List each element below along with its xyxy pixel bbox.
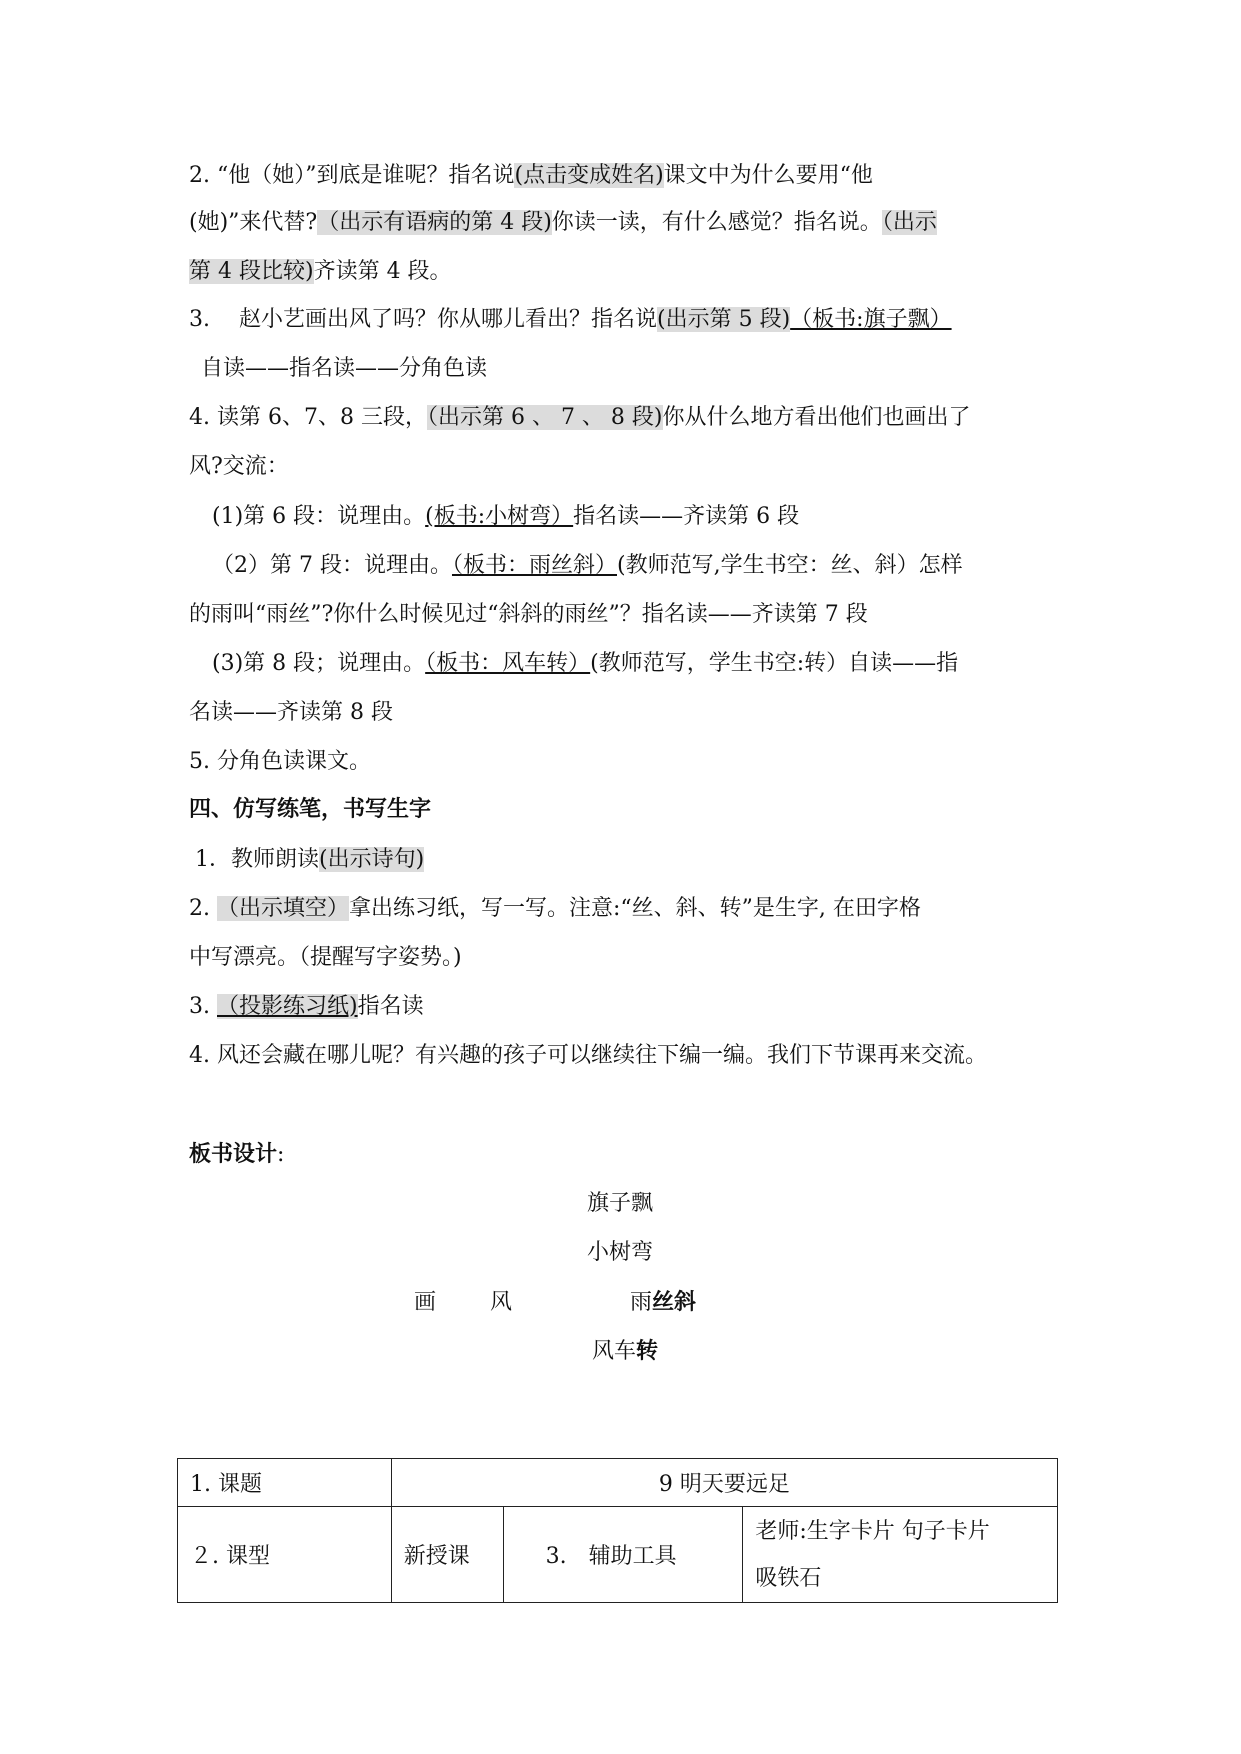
lesson-info-table bbox=[177, 1458, 1058, 1603]
text-line: (她)”来代替?（出示有语病的第 4 段)你读一读，有什么感觉？指名说。（出示 bbox=[189, 210, 937, 235]
underlined-board-note: （板书：风车转） bbox=[425, 651, 591, 676]
text-line: 2. “他（她）”到底是谁呢？指名说(点击变成姓名)课文中为什么要用“他 bbox=[189, 163, 873, 188]
board-left-a: 画 bbox=[414, 1290, 437, 1315]
highlight: （出示有语病的第 4 段) bbox=[317, 210, 552, 235]
text-line: 自读——指名读——分角色读 bbox=[201, 356, 488, 381]
highlight: （出示 bbox=[881, 210, 937, 235]
text-line: 4. 风还会藏在哪儿呢？有兴趣的孩子可以继续往下编一编。我们下节课再来交流。 bbox=[189, 1043, 987, 1068]
underlined-board-note: （板书:旗子飘） bbox=[790, 307, 952, 332]
board-rain: 雨丝斜 bbox=[630, 1290, 697, 1315]
text-line: 第 4 段比较)齐读第 4 段。 bbox=[189, 259, 452, 284]
highlight: （出示第 6 、 7 、 8 段) bbox=[426, 405, 663, 430]
board-design-title: 板书设计: bbox=[189, 1142, 285, 1167]
highlight: (出示诗句) bbox=[319, 847, 425, 872]
text-line: 名读——齐读第 8 段 bbox=[189, 700, 393, 725]
tools-cell: 老师:生字卡片 句子卡片 吸铁石 bbox=[743, 1507, 1058, 1603]
text-line: 中写漂亮。（提醒写字姿势。) bbox=[189, 945, 462, 970]
board-flag: 旗子飘 bbox=[587, 1191, 654, 1216]
lesson-title: 9 明天要远足 bbox=[391, 1459, 1057, 1507]
underlined-board-note: (板书:小树弯） bbox=[425, 504, 574, 529]
label-topic: 1. 课题 bbox=[178, 1459, 392, 1507]
underlined-board-note: （板书：雨丝斜） bbox=[451, 553, 617, 578]
text-line: 3. （投影练习纸)指名读 bbox=[189, 994, 424, 1019]
text-line: （2）第 7 段：说理由。（板书：雨丝斜）(教师范写,学生书空：丝、斜）怎样 bbox=[212, 553, 963, 578]
highlight: (点击变成姓名) bbox=[514, 163, 664, 188]
text-line: 2. （出示填空）拿出练习纸，写一写。注意:“丝、斜、转”是生字, 在田字格 bbox=[189, 896, 921, 921]
table-row bbox=[178, 1507, 1058, 1603]
board-tree: 小树弯 bbox=[587, 1240, 654, 1265]
text-line: 3. 赵小艺画出风了吗？你从哪儿看出？指名说(出示第 5 段)（板书:旗子飘） bbox=[189, 307, 952, 332]
board-windmill: 风车转 bbox=[592, 1339, 659, 1364]
label-type: ２. 课型 bbox=[178, 1507, 392, 1603]
board-left-b: 风 bbox=[490, 1290, 513, 1315]
lesson-type: 新授课 bbox=[391, 1507, 503, 1603]
highlight: （投影练习纸) bbox=[217, 994, 358, 1019]
highlight: 第 4 段比较) bbox=[189, 259, 314, 284]
label-tools: 3. 辅助工具 bbox=[503, 1507, 743, 1603]
text-line: 1．教师朗读(出示诗句) bbox=[195, 847, 425, 872]
text-line: (1)第 6 段：说理由。(板书:小树弯）指名读——齐读第 6 段 bbox=[212, 504, 800, 529]
text-line: 4. 读第 6、7、8 三段，（出示第 6 、 7 、 8 段)你从什么地方看出他们也画出了 bbox=[189, 405, 971, 430]
table-row bbox=[178, 1459, 1058, 1507]
text-line: 风?交流： bbox=[189, 454, 289, 479]
section-heading: 四、仿写练笔，书写生字 bbox=[189, 797, 432, 822]
highlight: (出示第 5 段) bbox=[657, 307, 791, 332]
text-line: (3)第 8 段；说理由。（板书：风车转）(教师范写，学生书空:转）自读——指 bbox=[212, 651, 959, 676]
text-line: 的雨叫“雨丝”?你什么时候见过“斜斜的雨丝”？指名读——齐读第 7 段 bbox=[189, 602, 868, 627]
text-line: 5. 分角色读课文。 bbox=[189, 749, 371, 774]
highlight: （出示填空） bbox=[217, 896, 350, 921]
